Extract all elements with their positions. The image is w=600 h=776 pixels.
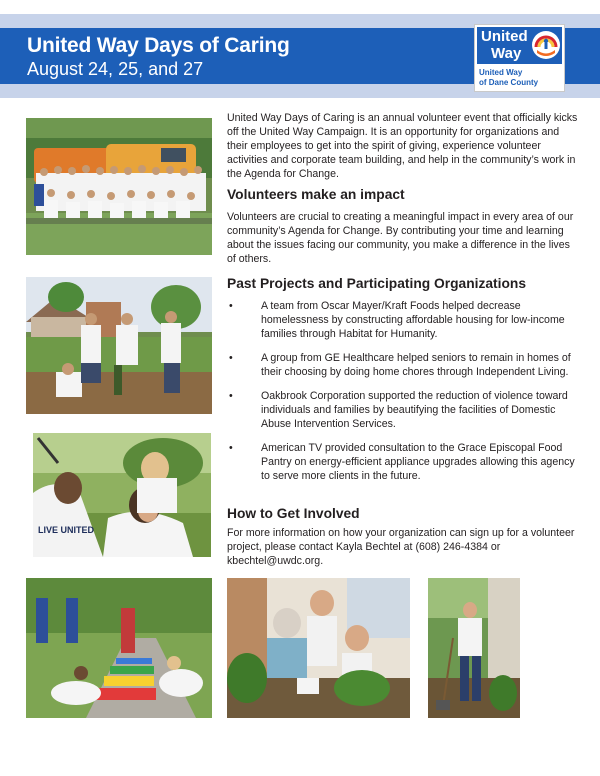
logo-word-united: United (481, 28, 528, 45)
photo-man-shoveling (428, 578, 520, 718)
logo-org-line1: United Way (479, 68, 523, 77)
projects-list (227, 299, 579, 493)
bullet-icon: • (229, 352, 233, 364)
project-text: A group from GE Healthcare helped seniors to remain in homes of their choosing by doing home chores through Independent Living. (261, 352, 571, 378)
project-text: American TV provided consultation to the Grace Episcopal Food Pantry on energy-efficient appliance upgrades allowing this agency to serve more clients in the future. (261, 442, 575, 482)
list-item (227, 389, 579, 431)
involved-section (227, 526, 579, 568)
bullet-icon: • (229, 390, 233, 402)
heading-projects: Past Projects and Participating Organizations (227, 276, 527, 291)
heading-volunteers: Volunteers make an impact (227, 187, 405, 202)
top-margin (0, 0, 600, 14)
list-item (227, 441, 579, 483)
list-item (227, 351, 579, 379)
event-dates: August 24, 25, and 27 (27, 59, 204, 79)
united-way-hand-icon (531, 30, 561, 60)
logo-org-line2: of Dane County (479, 78, 539, 87)
heading-get-involved: How to Get Involved (227, 506, 360, 521)
photo-painting-path (26, 578, 212, 718)
photo-planting-tree (26, 277, 212, 414)
logo-blue-box (477, 27, 562, 64)
united-way-logo (474, 24, 565, 92)
page-title: United Way Days of Caring (27, 34, 290, 57)
volunteers-paragraph: Volunteers are crucial to creating a meaningful impact in every area of our community’s Agenda for Change. By contributing your time and learning about the issues facing our community, you make a difference in the lives of others. (227, 211, 574, 265)
shirt-text: LIVE UNITED (38, 525, 95, 535)
bullet-icon: • (229, 300, 233, 312)
project-text: A team from Oscar Mayer/Kraft Foods helped decrease homelessness by constructing affordable housing for low-income families through Habitat for Humanity. (261, 300, 565, 340)
logo-word-way: Way (491, 45, 522, 62)
intro-section (227, 111, 579, 181)
volunteers-section (227, 210, 579, 266)
intro-paragraph: United Way Days of Caring is an annual volunteer event that officially kicks off the United Way Campaign. It is an opportunity for organizations and their employees to get into the spirit of giving, experience volunteer activities and corporate team building, and help in the community’s work in the Agenda for Change. (227, 112, 578, 180)
list-item (227, 299, 579, 341)
photo-gardening (227, 578, 410, 718)
involved-paragraph: For more information on how your organization can sign up for a volunteer project, please contact Kayla Bechtel at (608) 246-4384 or kbechtel@uwdc.org. (227, 527, 575, 567)
photo-women-volunteers (33, 433, 211, 557)
project-text: Oakbrook Corporation supported the reduction of violence toward individuals and families by beautifying the facilities of Domestic Abuse Intervention Services. (261, 390, 568, 430)
bullet-icon: • (229, 442, 233, 454)
photo-volunteer-group (26, 118, 212, 255)
